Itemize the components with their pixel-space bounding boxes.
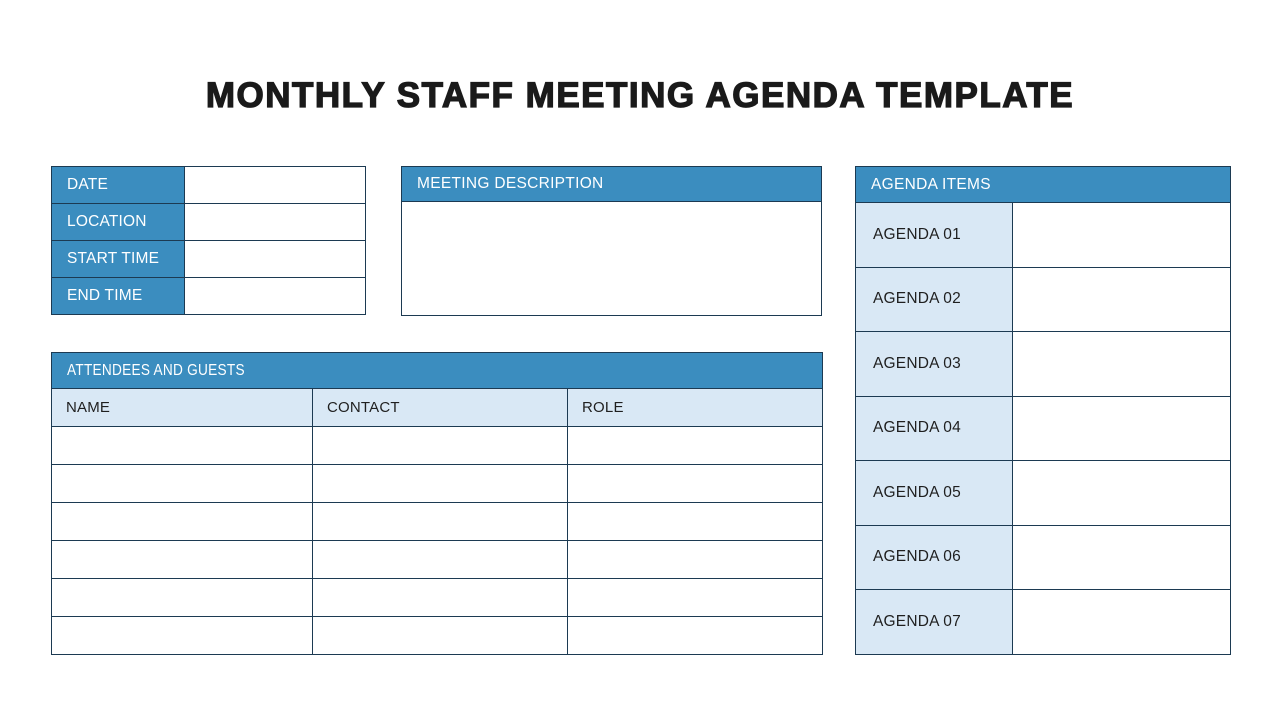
agenda-04-value-cell[interactable] xyxy=(1013,396,1231,461)
table-header-row xyxy=(52,353,823,389)
table-row xyxy=(856,203,1231,268)
attendee-role-cell[interactable] xyxy=(568,427,823,465)
date-value-cell[interactable] xyxy=(185,167,366,204)
location-value-cell[interactable] xyxy=(185,204,366,241)
column-header-name xyxy=(52,389,313,427)
column-header-text: CONTACT xyxy=(327,399,400,416)
start-time-value-cell[interactable] xyxy=(185,241,366,278)
attendee-name-cell[interactable] xyxy=(52,427,313,465)
column-header-row xyxy=(52,389,823,427)
attendees-header-text: ATTENDEES AND GUESTS xyxy=(67,361,245,379)
table-row xyxy=(856,525,1231,590)
attendee-contact-cell[interactable] xyxy=(313,579,568,617)
attendee-contact-cell[interactable] xyxy=(313,503,568,541)
agenda-03-value-cell[interactable] xyxy=(1013,332,1231,397)
agenda-06-value-cell[interactable] xyxy=(1013,525,1231,590)
agenda-items-header-text: AGENDA ITEMS xyxy=(871,175,991,193)
meeting-description-header-text: MEETING DESCRIPTION xyxy=(417,175,604,192)
column-header-contact xyxy=(313,389,568,427)
agenda-item-label-text: AGENDA 04 xyxy=(873,419,961,437)
attendee-role-cell[interactable] xyxy=(568,541,823,579)
info-label-text: END TIME xyxy=(67,287,143,304)
info-label-date xyxy=(52,167,185,204)
table-row xyxy=(52,204,366,241)
info-label-end-time xyxy=(52,278,185,315)
table-row xyxy=(856,590,1231,655)
attendee-role-cell[interactable] xyxy=(568,503,823,541)
table-row xyxy=(856,461,1231,526)
table-row xyxy=(856,396,1231,461)
attendee-name-cell[interactable] xyxy=(52,541,313,579)
attendee-name-cell[interactable] xyxy=(52,465,313,503)
attendee-contact-cell[interactable] xyxy=(313,465,568,503)
table-row xyxy=(52,579,823,617)
title-row xyxy=(0,72,1280,127)
table-row xyxy=(52,541,823,579)
attendee-role-cell[interactable] xyxy=(568,579,823,617)
table-header-row xyxy=(856,167,1231,203)
column-header-text: NAME xyxy=(66,399,111,416)
agenda-items-table xyxy=(855,166,1231,655)
attendee-role-cell[interactable] xyxy=(568,617,823,655)
table-row xyxy=(52,617,823,655)
attendee-name-cell[interactable] xyxy=(52,617,313,655)
agenda-item-label xyxy=(856,267,1013,332)
agenda-02-value-cell[interactable] xyxy=(1013,267,1231,332)
info-label-location xyxy=(52,204,185,241)
agenda-item-label-text: AGENDA 03 xyxy=(873,354,961,372)
attendee-name-cell[interactable] xyxy=(52,503,313,541)
agenda-item-label xyxy=(856,461,1013,526)
agenda-item-label-text: AGENDA 05 xyxy=(873,483,961,501)
meeting-description-body[interactable] xyxy=(401,202,822,316)
agenda-items-header xyxy=(856,167,1231,203)
agenda-05-value-cell[interactable] xyxy=(1013,461,1231,526)
meeting-info-table xyxy=(51,166,366,315)
end-time-value-cell[interactable] xyxy=(185,278,366,315)
attendee-contact-cell[interactable] xyxy=(313,617,568,655)
agenda-item-label-text: AGENDA 02 xyxy=(873,290,961,308)
table-row xyxy=(52,278,366,315)
agenda-item-label xyxy=(856,525,1013,590)
attendees-table xyxy=(51,352,823,655)
info-label-text: DATE xyxy=(67,176,108,193)
meeting-description-header xyxy=(401,166,822,202)
info-label-text: LOCATION xyxy=(67,213,147,230)
attendee-role-cell[interactable] xyxy=(568,465,823,503)
agenda-item-label xyxy=(856,203,1013,268)
table-row xyxy=(52,167,366,204)
attendees-header xyxy=(52,353,823,389)
agenda-item-label xyxy=(856,332,1013,397)
info-label-start-time xyxy=(52,241,185,278)
table-row xyxy=(52,427,823,465)
table-row xyxy=(52,241,366,278)
table-row xyxy=(856,332,1231,397)
attendee-contact-cell[interactable] xyxy=(313,427,568,465)
page-title: MONTHLY STAFF MEETING AGENDA TEMPLATE xyxy=(205,76,1075,115)
table-row xyxy=(856,267,1231,332)
agenda-07-value-cell[interactable] xyxy=(1013,590,1231,655)
info-label-text: START TIME xyxy=(67,250,160,267)
attendee-name-cell[interactable] xyxy=(52,579,313,617)
agenda-item-label-text: AGENDA 07 xyxy=(873,612,961,630)
meeting-description-panel xyxy=(401,166,822,316)
agenda-item-label-text: AGENDA 01 xyxy=(873,225,961,243)
agenda-01-value-cell[interactable] xyxy=(1013,203,1231,268)
table-row xyxy=(52,465,823,503)
table-row xyxy=(52,503,823,541)
attendee-contact-cell[interactable] xyxy=(313,541,568,579)
column-header-role xyxy=(568,389,823,427)
agenda-item-label xyxy=(856,396,1013,461)
agenda-item-label-text: AGENDA 06 xyxy=(873,548,961,566)
agenda-item-label xyxy=(856,590,1013,655)
column-header-text: ROLE xyxy=(582,399,624,416)
